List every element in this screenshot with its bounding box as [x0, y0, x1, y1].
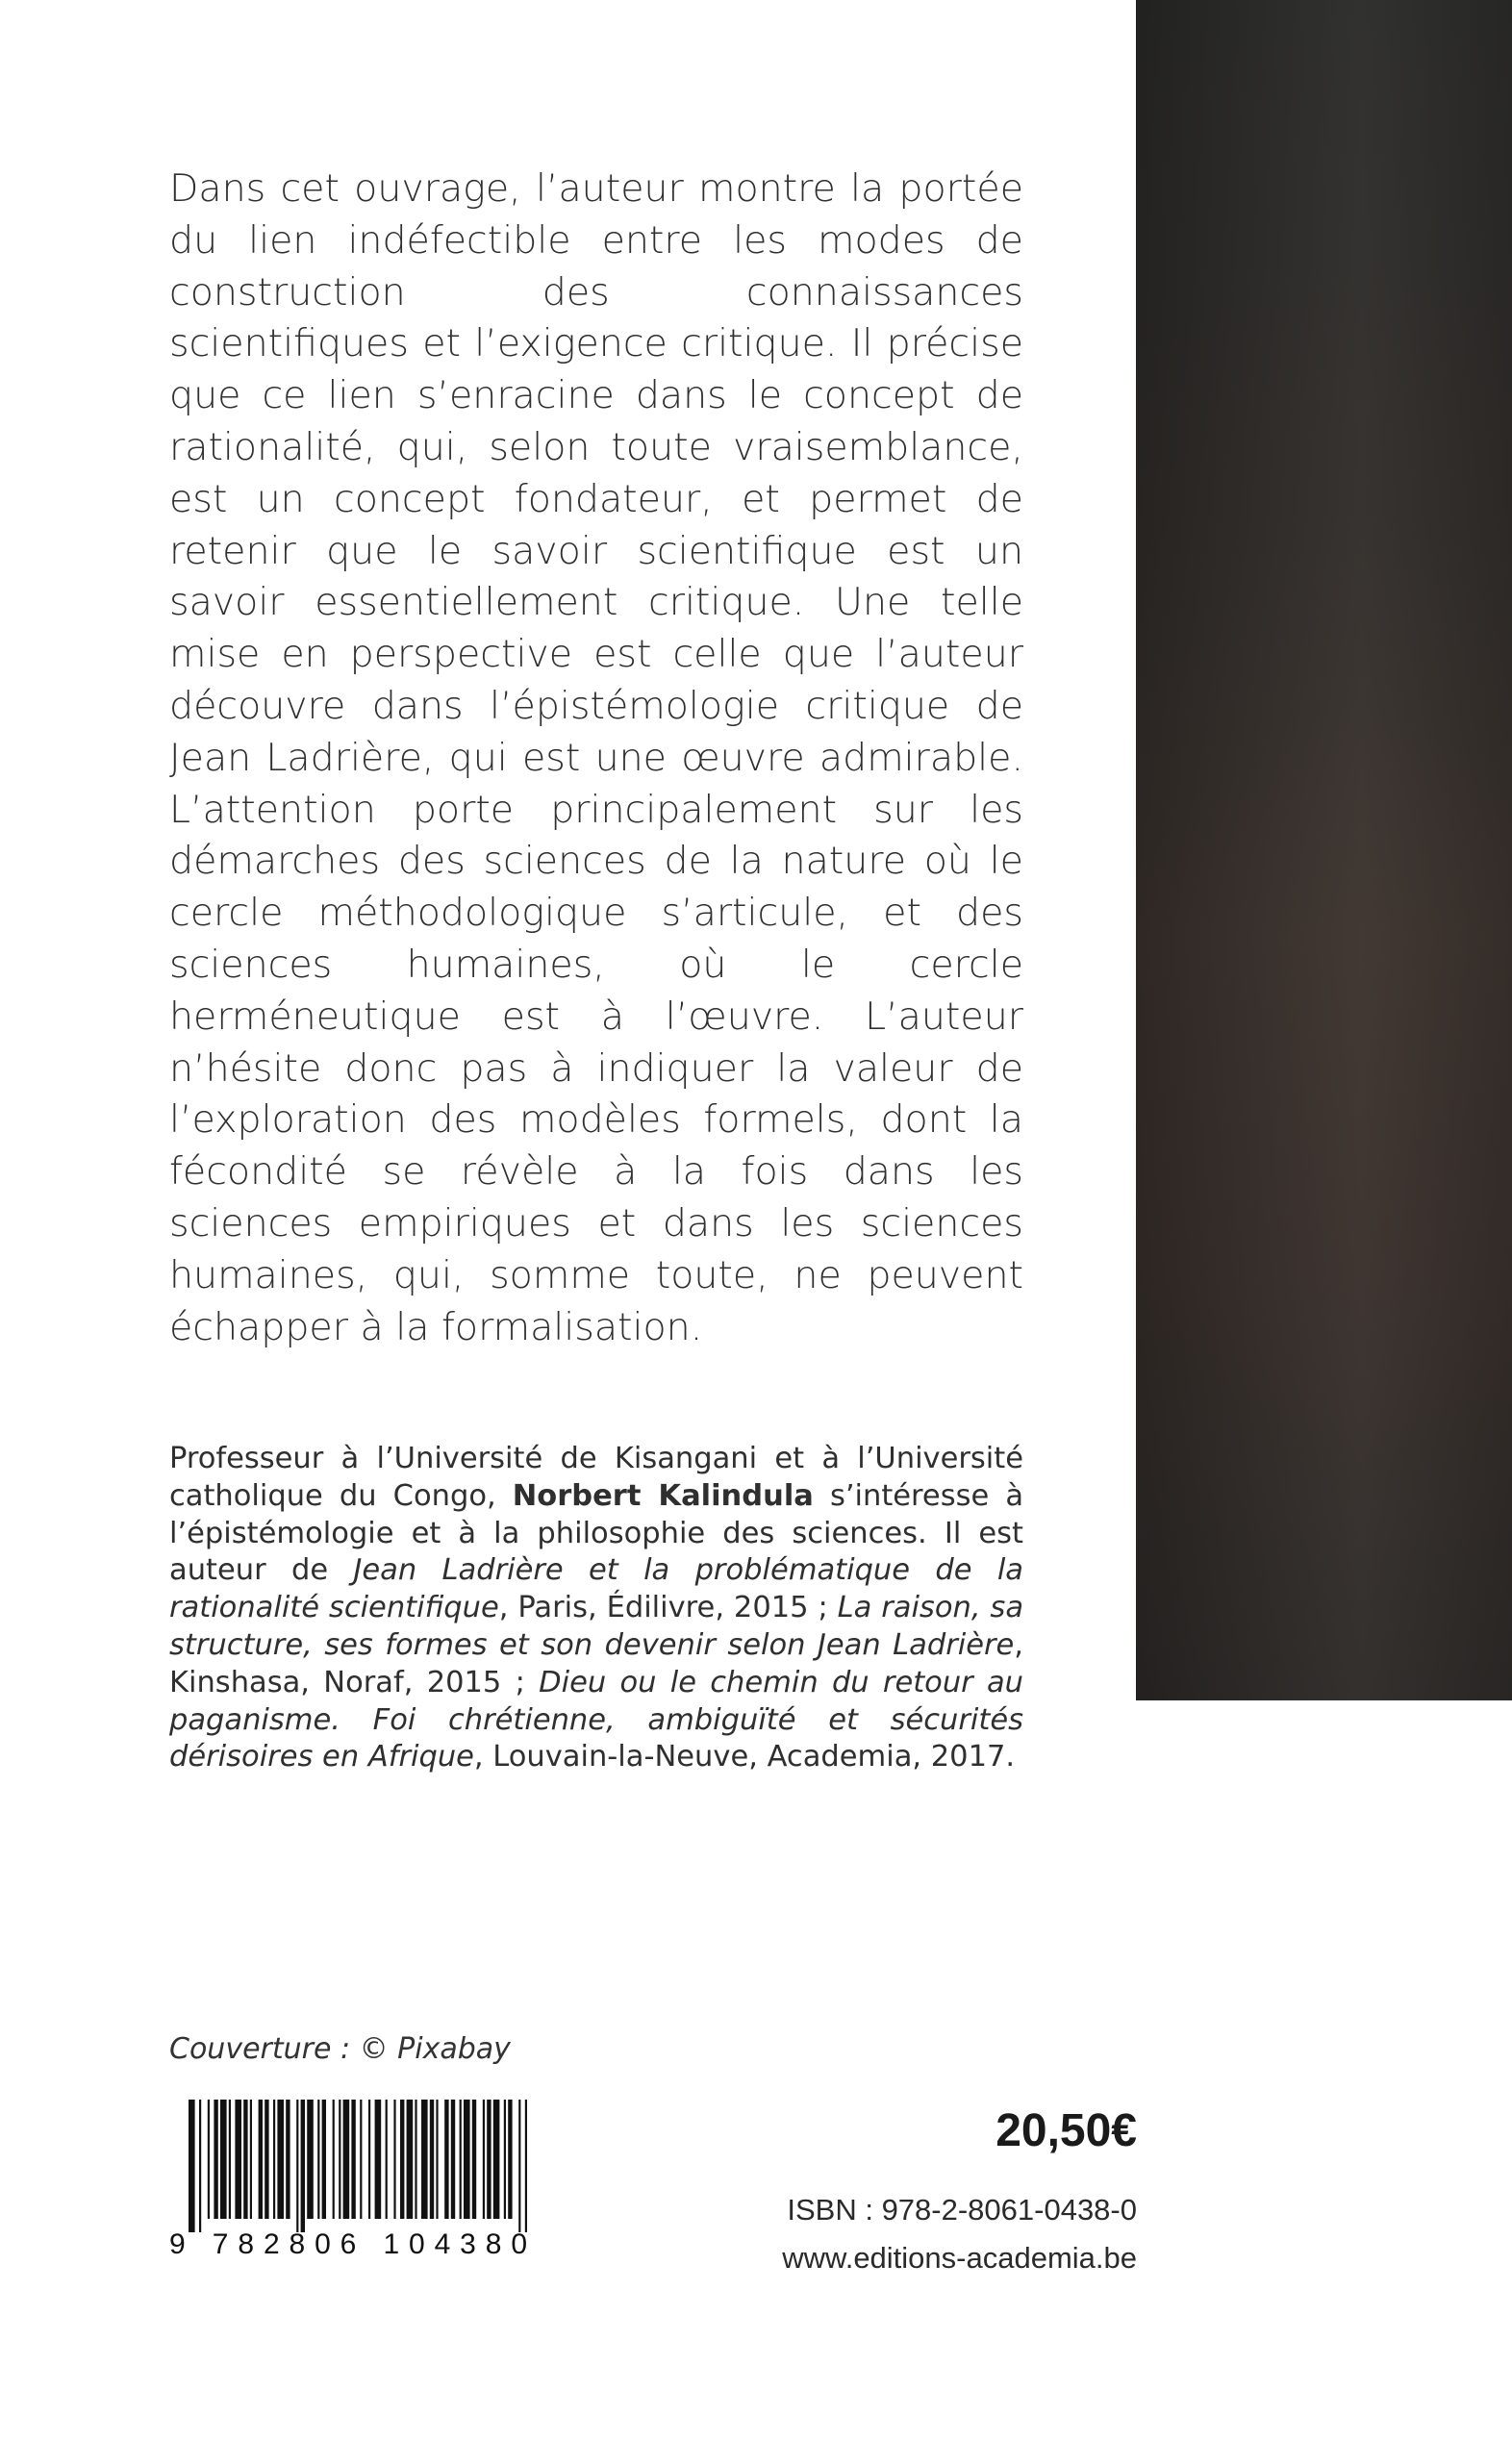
book-title-2: La raison, sa structure, ses formes et son devenir selon Jean Ladrière — [169, 1591, 1024, 1662]
cover-credit: Couverture : © Pixabay — [169, 2032, 511, 2066]
barcode-bar — [339, 2100, 340, 2219]
author-name: Norbert Kalindula — [512, 1478, 814, 1513]
barcode-bar — [199, 2100, 201, 2232]
barcode-bar — [286, 2100, 290, 2219]
barcode-bar — [208, 2100, 210, 2219]
barcode-bar — [229, 2100, 231, 2219]
barcode-bar — [460, 2100, 462, 2219]
barcode-bar — [421, 2100, 428, 2219]
barcode-graphic — [169, 2100, 535, 2259]
barcode-bar — [343, 2100, 350, 2219]
barcode-bar — [375, 2100, 382, 2219]
barcode-bar — [351, 2100, 355, 2219]
barcode-bar — [444, 2100, 448, 2219]
barcode-bar — [243, 2100, 247, 2219]
cover-image-panel — [1136, 0, 1512, 1700]
barcode-bar — [393, 2100, 395, 2219]
barcode — [169, 2100, 535, 2259]
barcode-bar — [307, 2100, 314, 2219]
blurb-paragraph: Dans cet ouvrage, l’auteur montre la portée du lien indéfectible entre les modes de construction des connaissances scientifiques et l’exigence critique. Il précise que ce lien s’enracine dans le concept de rationalité, qui, selon toute vraisemblance, est un concept fondateur, et permet de retenir que le savoir scientifique est un savoir essentiellement critique. Une telle mise en perspective est celle que l’auteur découvre dans l’épistémologie critique de Jean Ladrière, qui est une œuvre admirable. L’attention porte principalement sur les démarches des sciences de la nature où le cercle méthodologique s’articule, et des sciences humaines, où le cercle herméneutique est à l’œuvre. L’auteur n’hésite donc pas à indiquer la valeur de l’exploration des modèles formels, dont la fécondité se révèle à la fois dans les sciences empiriques et dans les sciences humaines, qui, somme toute, ne peuvent échapper à la formalisation. — [169, 166, 1023, 1349]
barcode-bar — [220, 2100, 227, 2219]
barcode-bar — [273, 2100, 275, 2219]
barcode-bar — [525, 2100, 527, 2232]
barcode-bar — [333, 2100, 335, 2219]
barcode-bar — [483, 2100, 485, 2219]
barcode-bar — [235, 2100, 241, 2219]
barcode-bar — [259, 2100, 263, 2219]
barcode-bar — [317, 2100, 319, 2219]
barcode-bar — [301, 2100, 305, 2232]
barcode-bar — [436, 2100, 438, 2219]
barcode-bar — [407, 2100, 414, 2219]
barcode-bar — [487, 2100, 491, 2219]
barcode-bar — [504, 2100, 506, 2219]
barcode-digits: 9 782806 104380 — [169, 2228, 527, 2259]
author-bio — [169, 1441, 1023, 1776]
barcode-bar — [277, 2100, 284, 2219]
barcode-bar — [296, 2100, 298, 2232]
barcode-bar — [518, 2100, 520, 2232]
barcode-bar — [322, 2100, 326, 2219]
price: 20,50€ — [995, 2105, 1137, 2156]
barcode-bar — [189, 2100, 195, 2232]
barcode-bar — [508, 2100, 512, 2219]
barcode-bar — [250, 2100, 252, 2219]
barcode-bar — [464, 2100, 470, 2219]
barcode-bar — [430, 2100, 434, 2219]
book-title-1: Jean Ladrière et la problématique de la rationalité scientifique — [169, 1553, 1023, 1625]
barcode-bar — [451, 2100, 455, 2219]
book-title-3: Dieu ou le chemin du retour au paganisme. Foi chrétienne, ambiguïté et sécurités dérisoires en Afrique — [169, 1665, 1024, 1774]
bio-text-3: , Kinshasa, Noraf, 2015 ; — [169, 1627, 1023, 1699]
barcode-bar — [415, 2100, 416, 2219]
bio-text-2: , Paris, Édilivre, 2015 ; — [498, 1591, 838, 1625]
barcode-bar — [472, 2100, 476, 2219]
barcode-bar — [265, 2100, 268, 2219]
barcode-bar — [493, 2100, 500, 2219]
bio-intro: Professeur à l’Université de Kisangani et à l’Université catholique du Congo, — [169, 1442, 1023, 1513]
isbn: ISBN : 978-2-8061-0438-0 — [787, 2193, 1137, 2227]
barcode-bar — [368, 2100, 370, 2219]
back-cover-blurb — [169, 164, 1023, 1353]
bio-text-1: s’intéresse à l’épistémologie et à la philosophie des sciences. Il est auteur de — [169, 1478, 1024, 1588]
bio-text-4: , Louvain-la-Neuve, Academia, 2017. — [473, 1740, 1016, 1774]
barcode-bar — [400, 2100, 404, 2219]
barcode-bar — [386, 2100, 388, 2219]
publisher-website: www.editions-academia.be — [782, 2241, 1137, 2275]
barcode-bar — [360, 2100, 362, 2219]
barcode-bar — [214, 2100, 217, 2219]
